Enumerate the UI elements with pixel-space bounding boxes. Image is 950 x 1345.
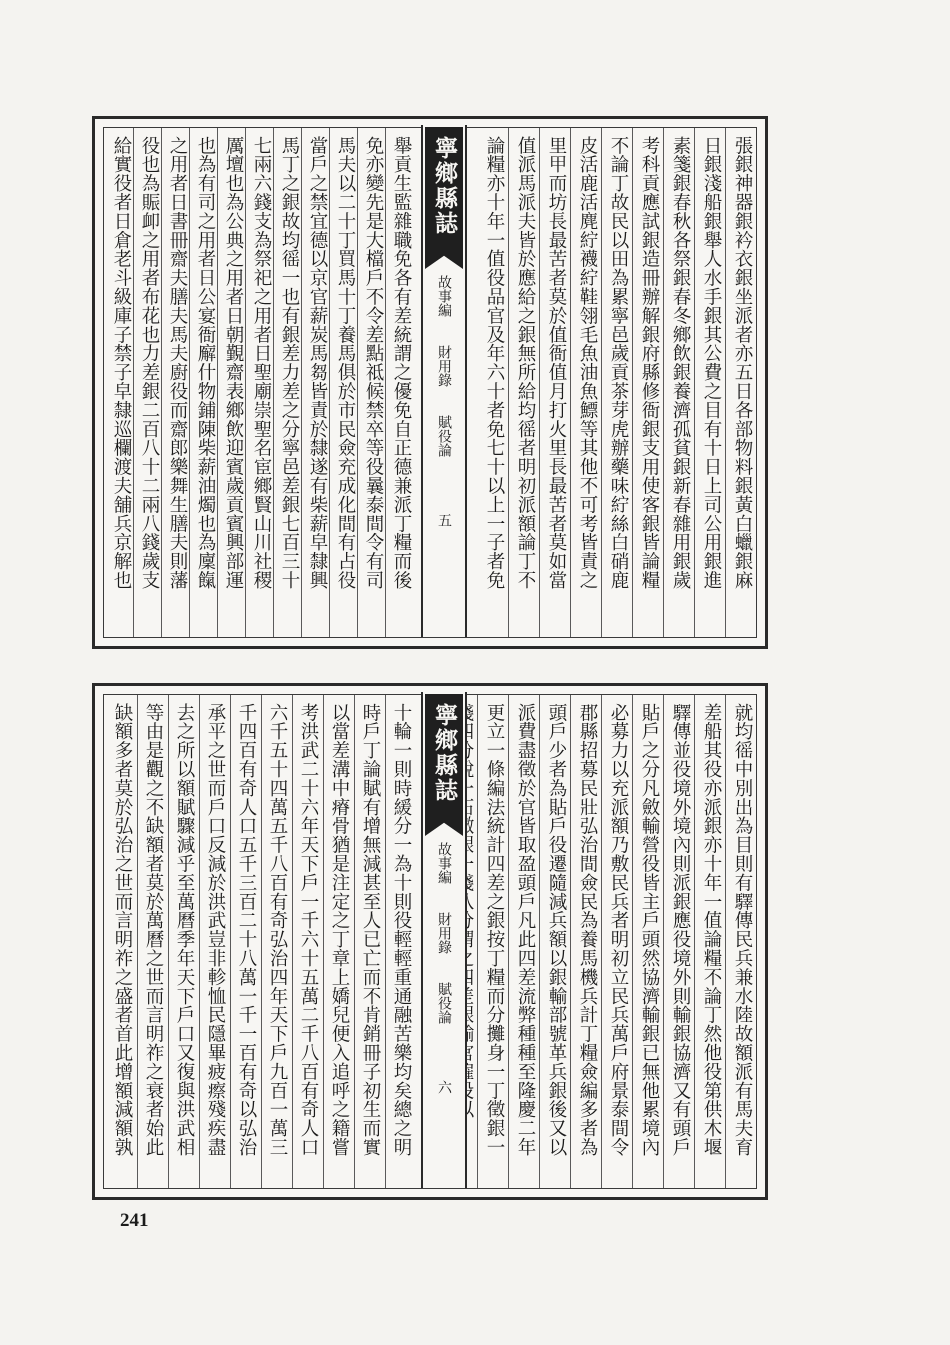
text-column: 必募力以充派額乃敷民兵者明初立民兵萬戶府景泰間令 [608, 703, 629, 1157]
text-column: 給實役者日倉老斗級庫子禁子皁隸巡欄渡夫舖兵京解也 [111, 136, 132, 590]
section-label: 故事編 財用錄 賦役論 五 [436, 275, 452, 527]
text-column: 考科貢應試銀造冊辦解銀府縣修衙銀支用使客銀皆論糧 [639, 136, 660, 590]
text-column: 貼戶之分凡斂輸營役皆主戶頭然協濟輸銀已無他累境內 [639, 703, 660, 1157]
text-column: 之用者日書冊齋夫膳夫馬夫廚役而齋郎樂舞生膳夫則藩 [167, 136, 188, 590]
text-column: 更立一條編法統計四差之銀按丁糧而分攤身一丁徵銀一 [484, 703, 505, 1157]
text-column: 馬夫以二十丁買馬十丁養馬俱於市民僉充成化間有占役 [335, 136, 356, 590]
text-column: 日銀淺船銀舉人水手銀其公費之目有十日上司公用銀進 [701, 136, 722, 590]
text-column: 當戶之禁宜德以京官薪炭馬芻皆責於隸遂有柴薪皁隸興 [307, 136, 328, 590]
fish-tail-mark [425, 245, 463, 269]
text-column: 缺額多者莫於弘治之世而言明祚之盛者首此增額減額孰 [112, 703, 133, 1157]
text-column: 馬丁之銀故均徭一也有銀差力差之分寧邑差銀七百三十 [279, 136, 300, 590]
text-column: 驛傳並役境外境內則派銀應役境外則輸銀協濟又有頭戶 [670, 703, 691, 1157]
text-column: 時戶丁論賦有增無減甚至人已亡而不肯銷冊子初生而實 [360, 703, 381, 1157]
text-column: 舉貢生監雜職免各有差統謂之優免自正德兼派丁糧而後 [391, 136, 412, 590]
text-column: 張銀神器銀衿衣銀坐派者亦五日各部物料銀黃白蠟銀麻 [732, 136, 753, 590]
fish-tail-mark [425, 812, 463, 836]
text-column: 考洪武二十六年天下戶一千六十五萬二千八百有奇人口 [298, 703, 319, 1157]
text-column: 等由是觀之不缺額者莫於萬曆之世而言明祚之衰者始此 [143, 703, 164, 1157]
text-column: 十輪一則時緩分一為十則役輕輕重通融苦樂均矣總之明 [391, 703, 412, 1157]
text-column: 皮活鹿活麂紵襪紵鞋翎毛魚油魚鰾等其他不可考皆責之 [577, 136, 598, 590]
text-column: 就均徭中別出為目則有驛傳民兵兼水陸故額派有馬夫育 [732, 703, 753, 1157]
gazetteer-title: 寧鄉縣誌 [425, 127, 463, 245]
text-column: 論糧亦十年一值役品官及年六十者免七十以上一子者免 [484, 136, 505, 590]
gazetteer-title: 寧鄉縣誌 [425, 694, 463, 812]
text-column: 素箋銀春秋各祭銀春冬鄉飲銀養濟孤貧銀新春雜用銀歲 [670, 136, 691, 590]
top-page-frame [103, 127, 757, 638]
text-column: 去之所以額賦驟減乎至萬曆季年天下戶口又復與洪武相 [174, 703, 195, 1157]
center-title-strip [421, 692, 467, 1188]
bottom-page [92, 683, 768, 1200]
top-page [92, 116, 768, 649]
text-column: 頭戶少者為貼戶役遷隨減兵額以銀輸部號革兵銀後又以 [546, 703, 567, 1157]
page-number: 241 [120, 1210, 149, 1231]
text-column: 免亦變先是大檔戶不令差點祗候禁卒等役曩泰間令有司 [363, 136, 384, 590]
text-column: 差船其役亦派銀亦十年一值論糧不論丁然他役第供木堰 [701, 703, 722, 1157]
text-column: 承平之世而戶口反減於洪武豈非軫恤民隱畢疲瘵殘疾盡 [205, 703, 226, 1157]
text-column: 六千五十四萬五千八百有奇弘治四年天下戶九百一萬三 [267, 703, 288, 1157]
text-column: 派費盡徵於官皆取盈頭戶凡此四差流弊種種至隆慶二年 [515, 703, 536, 1157]
text-column: 七兩六錢支為祭祀之用者日聖廟崇聖名宦鄉賢山川社稷 [251, 136, 272, 590]
text-column: 不論丁故民以田為累寧邑歲貢茶芽虎辦藥味紵絲白硝鹿 [608, 136, 629, 590]
text-column: 也為有司之用者日公宴衙廨什物鋪陳柴薪油燭也為廩餼 [195, 136, 216, 590]
center-title-strip [421, 125, 467, 637]
section-label: 故事編 財用錄 賦役論 六 [436, 842, 452, 1094]
text-column: 役也為賑卹之用者布花也力差銀二百八十二兩八錢歲支 [139, 136, 160, 590]
text-column: 以當差溝中瘠骨猶是注定之丁章上嬌兒便入追呼之籍嘗 [329, 703, 350, 1157]
text-column: 厲壇也為公典之用者日朝覲齋表鄉飲迎賓歲貢賓興部運 [223, 136, 244, 590]
bottom-page-frame [103, 694, 757, 1189]
text-column: 郡縣招募民壯弘治間僉民為養馬機兵計丁糧僉編多者為 [577, 703, 598, 1157]
text-column: 里甲而坊長最苦者莫於值衙值月打火里長最苦者莫如當 [546, 136, 567, 590]
text-column: 值派馬派夫皆於應給之銀無所給均徭者明初派額論丁不 [515, 136, 536, 590]
text-column: 千四百有奇人口五千三百二十八萬一千一百有奇以弘治 [236, 703, 257, 1157]
